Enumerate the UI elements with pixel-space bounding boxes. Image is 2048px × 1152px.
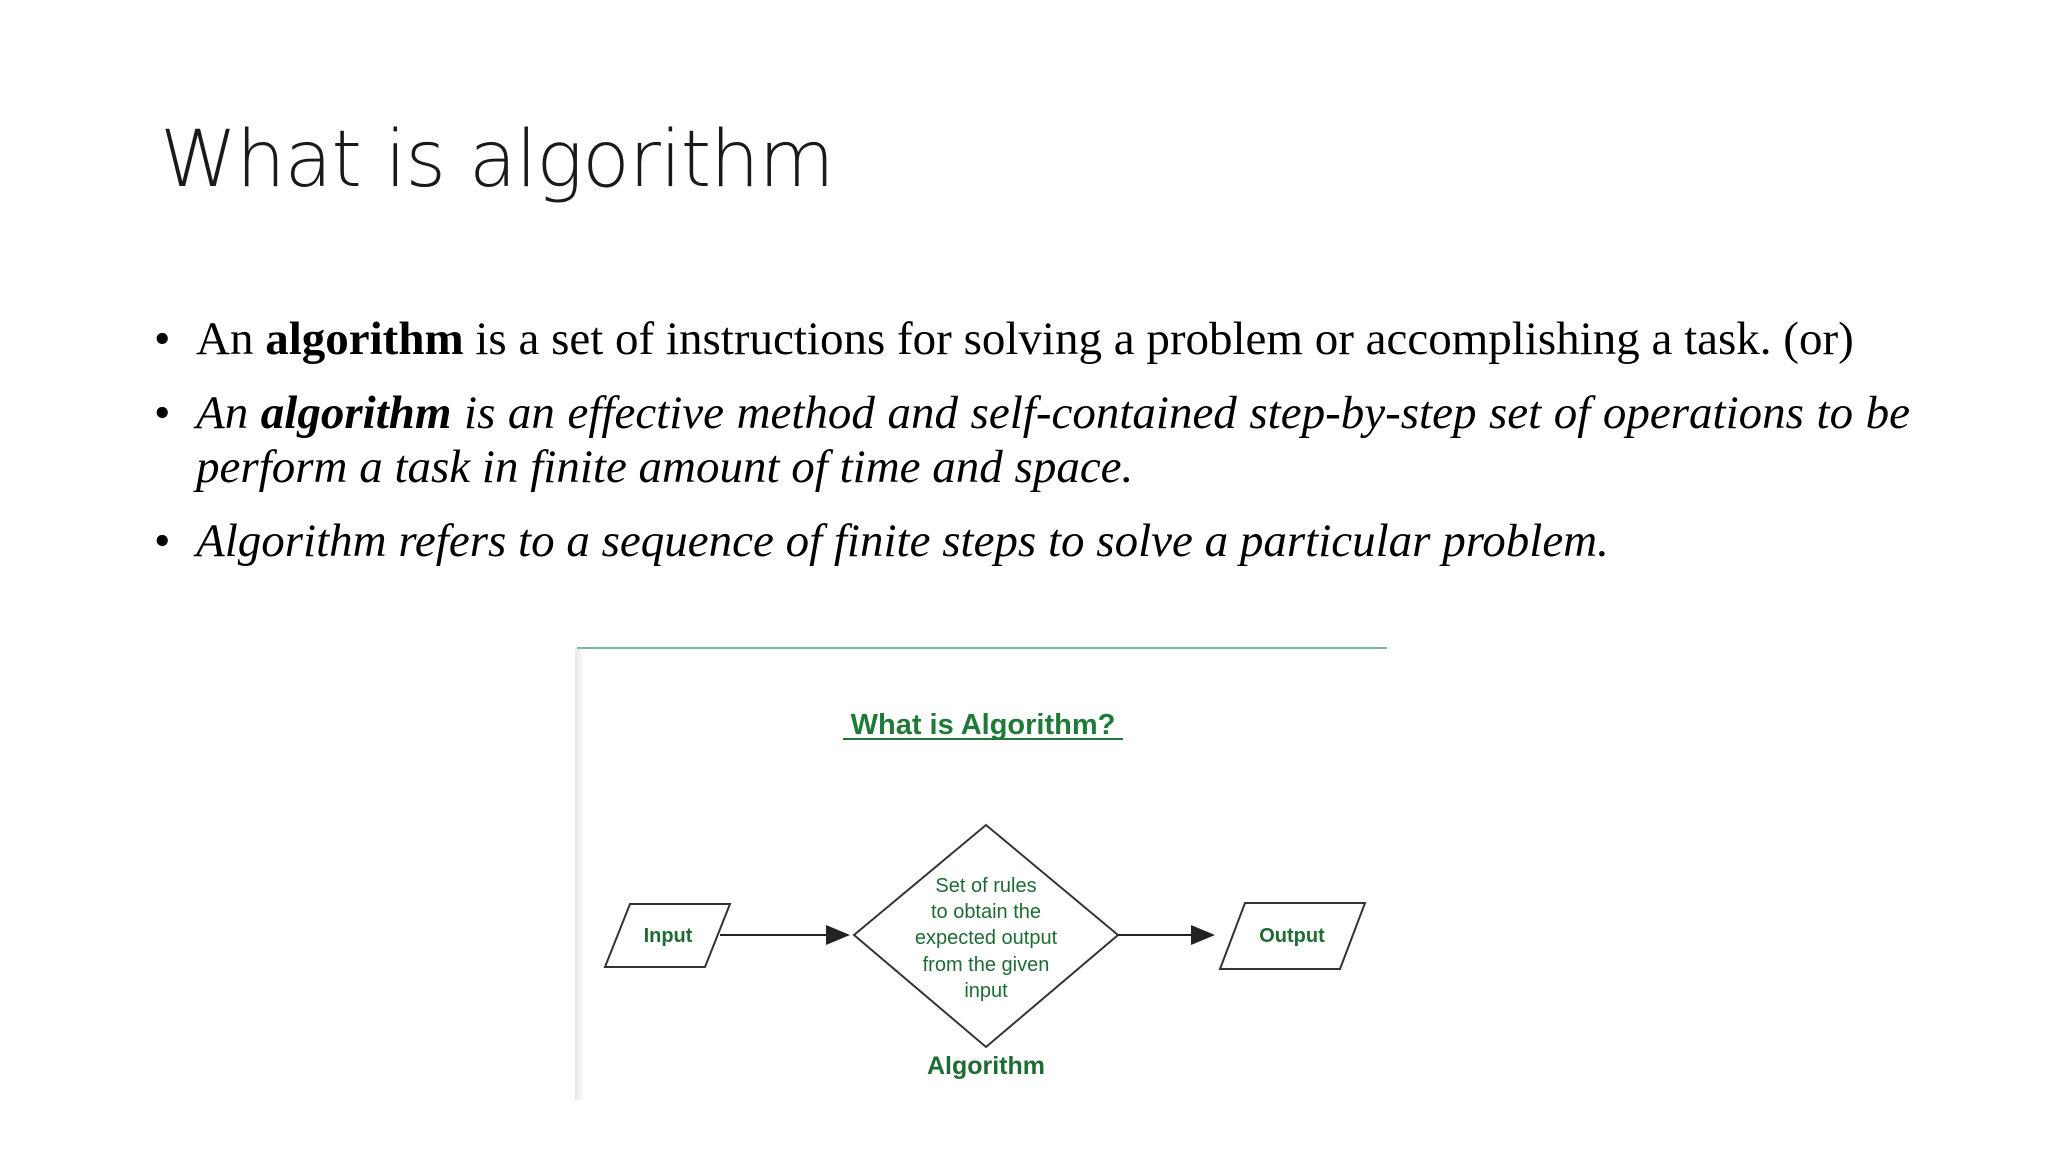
algorithm-diagram-svg (575, 645, 1390, 1100)
diagram-heading: What is Algorithm? (850, 709, 1116, 741)
bullet-2-lead: An (196, 387, 261, 439)
diagram-frame-shadow (575, 649, 585, 1100)
bullet-list (150, 312, 1910, 568)
bullet-dot-icon: • (154, 515, 171, 567)
bullet-2-bold: algorithm (260, 387, 452, 439)
bullet-1-bold: algorithm (265, 313, 464, 365)
process-line-2: to obtain the (930, 901, 1042, 923)
bullet-1-rest: is a set of instructions for solving a problem or accomplishing a task. (or) (463, 313, 1854, 365)
bullet-3-text: Algorithm refers to a sequence of finite steps to solve a particular problem. (196, 515, 1609, 567)
process-line-4: from the given (922, 954, 1050, 976)
algorithm-caption: Algorithm (926, 1052, 1046, 1080)
slide-title: What is algorithm (160, 115, 834, 205)
process-line-1: Set of rules (935, 875, 1037, 897)
bullet-1-lead: An (196, 313, 266, 365)
process-line-3: expected output (914, 927, 1058, 949)
bullet-item-3 (150, 514, 1910, 568)
bullet-dot-icon: • (154, 387, 171, 439)
algorithm-diagram (575, 645, 1390, 1100)
output-label: Output (1259, 925, 1325, 947)
process-line-5: input (964, 980, 1008, 1002)
bullet-dot-icon: • (154, 313, 171, 365)
bullet-2-rest: is an effective method and self-contained step-by-step set of operations to be perform a task in finite amount of time and space. (196, 387, 1910, 493)
bullet-item-2 (150, 386, 1910, 494)
bullet-item-1 (150, 312, 1910, 366)
input-label: Input (643, 925, 693, 947)
